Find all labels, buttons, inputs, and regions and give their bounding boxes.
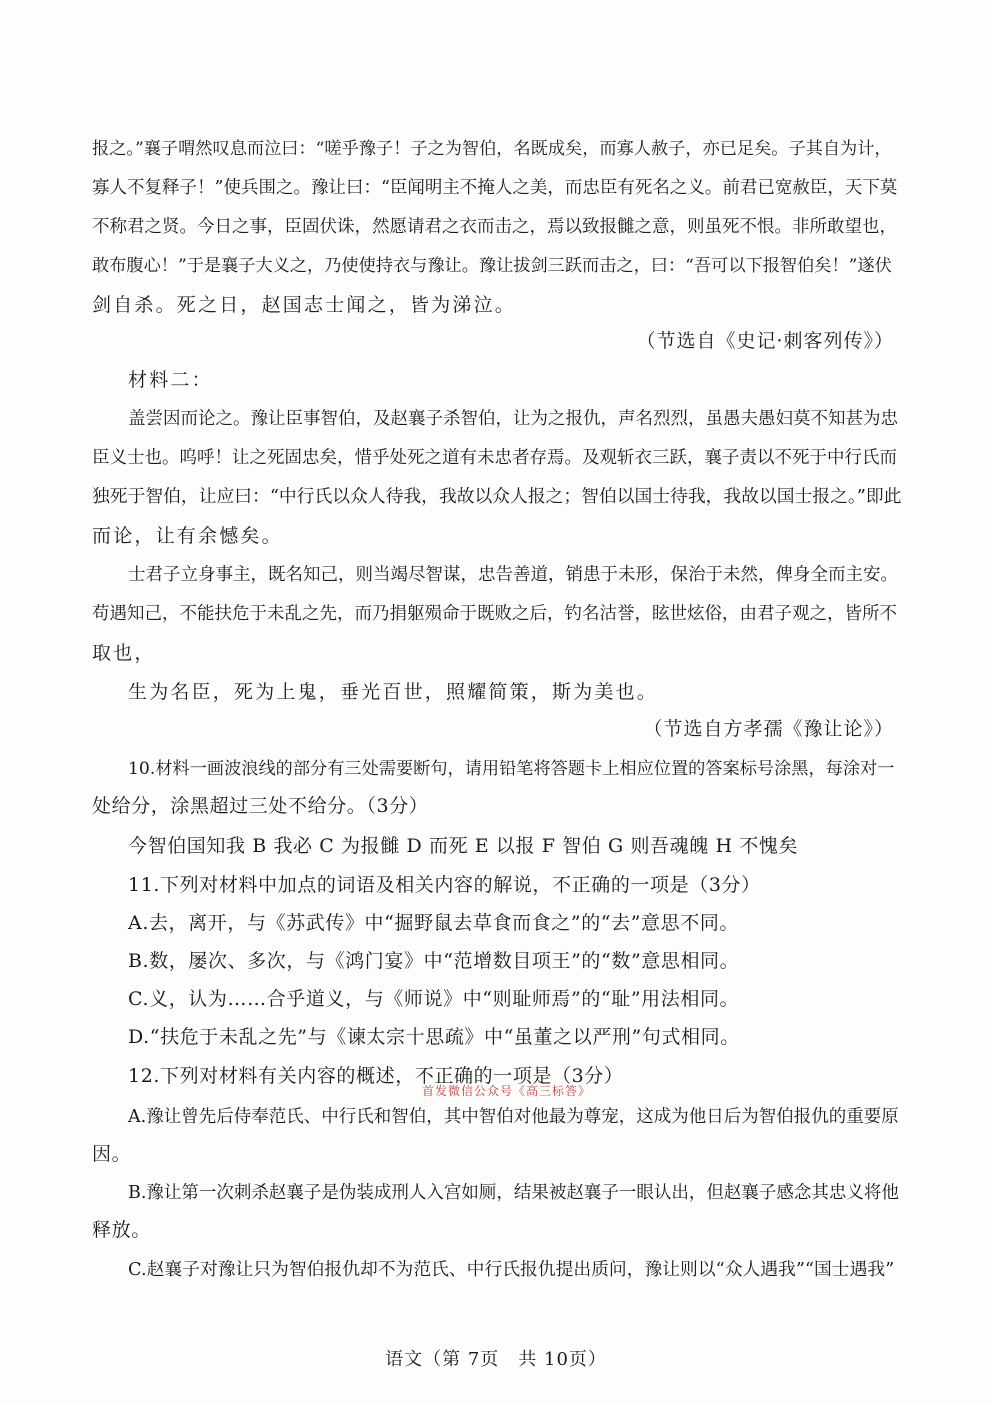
question-12-option-b: B.豫让第一次刺杀赵襄子是伪装成刑人入宫如厕，结果被赵襄子一眼认出，但赵襄子感念其忠义将他: [128, 1183, 899, 1203]
question-12-option-a: A.豫让曾先后侍奉范氏、中行氏和智伯，其中智伯对他最为尊宠，这成为他日后为智伯报仇的重要原: [128, 1107, 899, 1127]
material1-line: 敢布腹心！”于是襄子大义之，乃使使持衣与豫让。豫让拔剑三跃而击之，曰：“吾可以下报智伯矣！”遂伏: [92, 256, 892, 276]
watermark: 首发微信公众号《高三标答》: [422, 1084, 592, 1098]
question-10: 10.材料一画波浪线的部分有三处需要断句，请用铅笔将答题卡上相应位置的答案标号涂黑，每涂对一: [128, 759, 895, 779]
material2-line: 独死于智伯，让应曰：“中行氏以众人待我，我故以众人报之；智伯以国士待我，我故以国士报之。”即此: [92, 486, 902, 507]
page-footer: 语文（第 7页 共 10页）: [385, 1349, 607, 1370]
question-11-option-d: D.“扶危于未乱之先”与《谏太宗十思疏》中“虽董之以严刑”句式相同。: [128, 1026, 740, 1048]
material1-line: 剑自杀。死之日，赵国志士闻之，皆为涕泣。: [92, 294, 517, 316]
source-citation-1: （节选自《史记·刺客列传》）: [636, 330, 894, 352]
question-11: 11.下列对材料中加点的词语及相关内容的解说，不正确的一项是（3分）: [128, 874, 761, 896]
question-10-text: 今智伯国知我 B 我必 C 为报雠 D 而死 E 以报 F 智伯 G 则吾魂魄 H 不愧矣: [128, 835, 799, 857]
question-12-option-b-cont: 释放。: [92, 1219, 151, 1241]
question-12-option-c: C.赵襄子对豫让只为智伯报仇却不为范氏、中行氏报仇提出质问，豫让则以“众人遇我”“国士遇我”: [128, 1259, 895, 1280]
material2-line: 而论，让有余憾矣。: [92, 525, 283, 547]
question-11-option-a: A.去，离开，与《苏武传》中“掘野鼠去草食而食之”的“去”意思不同。: [128, 912, 740, 934]
question-11-option-b: B.数，屡次、多次，与《鸿门宴》中“范增数目项王”的“数”意思相同。: [128, 950, 740, 972]
material2-line: 臣义士也。呜呼！让之死固忠矣，惜乎处死之道有未忠者存焉。及观斩衣三跃，襄子责以不死于中行氏而: [92, 448, 897, 468]
material2-line: 苟遇知己，不能扶危于未乱之先，而乃捐躯殒命于既败之后，钓名沽誉，眩世炫俗，由君子观之，皆所不: [92, 604, 897, 624]
question-11-option-c: C.义，认为……合乎道义，与《师说》中“则耻师焉”的“耻”用法相同。: [128, 988, 740, 1010]
question-12: 12.下列对材料有关内容的概述，不正确的一项是（3分）: [128, 1065, 624, 1087]
material2-line: 盖尝因而论之。豫让臣事智伯，及赵襄子杀智伯，让为之报仇，声名烈烈，虽愚夫愚妇莫不知甚为忠: [128, 409, 898, 429]
material1-line: 寡人不复释子！”使兵围之。豫让曰：“臣闻明主不掩人之美，而忠臣有死名之义。前君已宽赦臣，天下莫: [92, 178, 898, 198]
question-12-option-a-cont: 因。: [92, 1143, 132, 1165]
material2-line: 生为名臣，死为上鬼，垂光百世，照耀简策，斯为美也。: [128, 681, 659, 703]
material2-heading: 材料二：: [128, 369, 213, 391]
material1-line: 报之。”襄子喟然叹息而泣曰：“嗟乎豫子！子之为智伯，名既成矣，而寡人赦子，亦已足矣。子其自为计，: [92, 139, 892, 159]
material1-line: 不称君之贤。今日之事，臣固伏诛，然愿请君之衣而击之，焉以致报雠之意，则虽死不恨。非所敢望也，: [92, 217, 897, 237]
material2-line: 士君子立身事主，既名知己，则当竭尽智谋，忠告善道，销患于未形，保治于未然，俾身全而主安。: [128, 565, 898, 585]
material2-line: 取也，: [92, 642, 156, 664]
question-10-cont: 处给分，涂黑超过三处不给分。（3分）: [92, 795, 429, 817]
source-citation-2: （节选自方孝孺《豫让论》）: [643, 718, 894, 740]
